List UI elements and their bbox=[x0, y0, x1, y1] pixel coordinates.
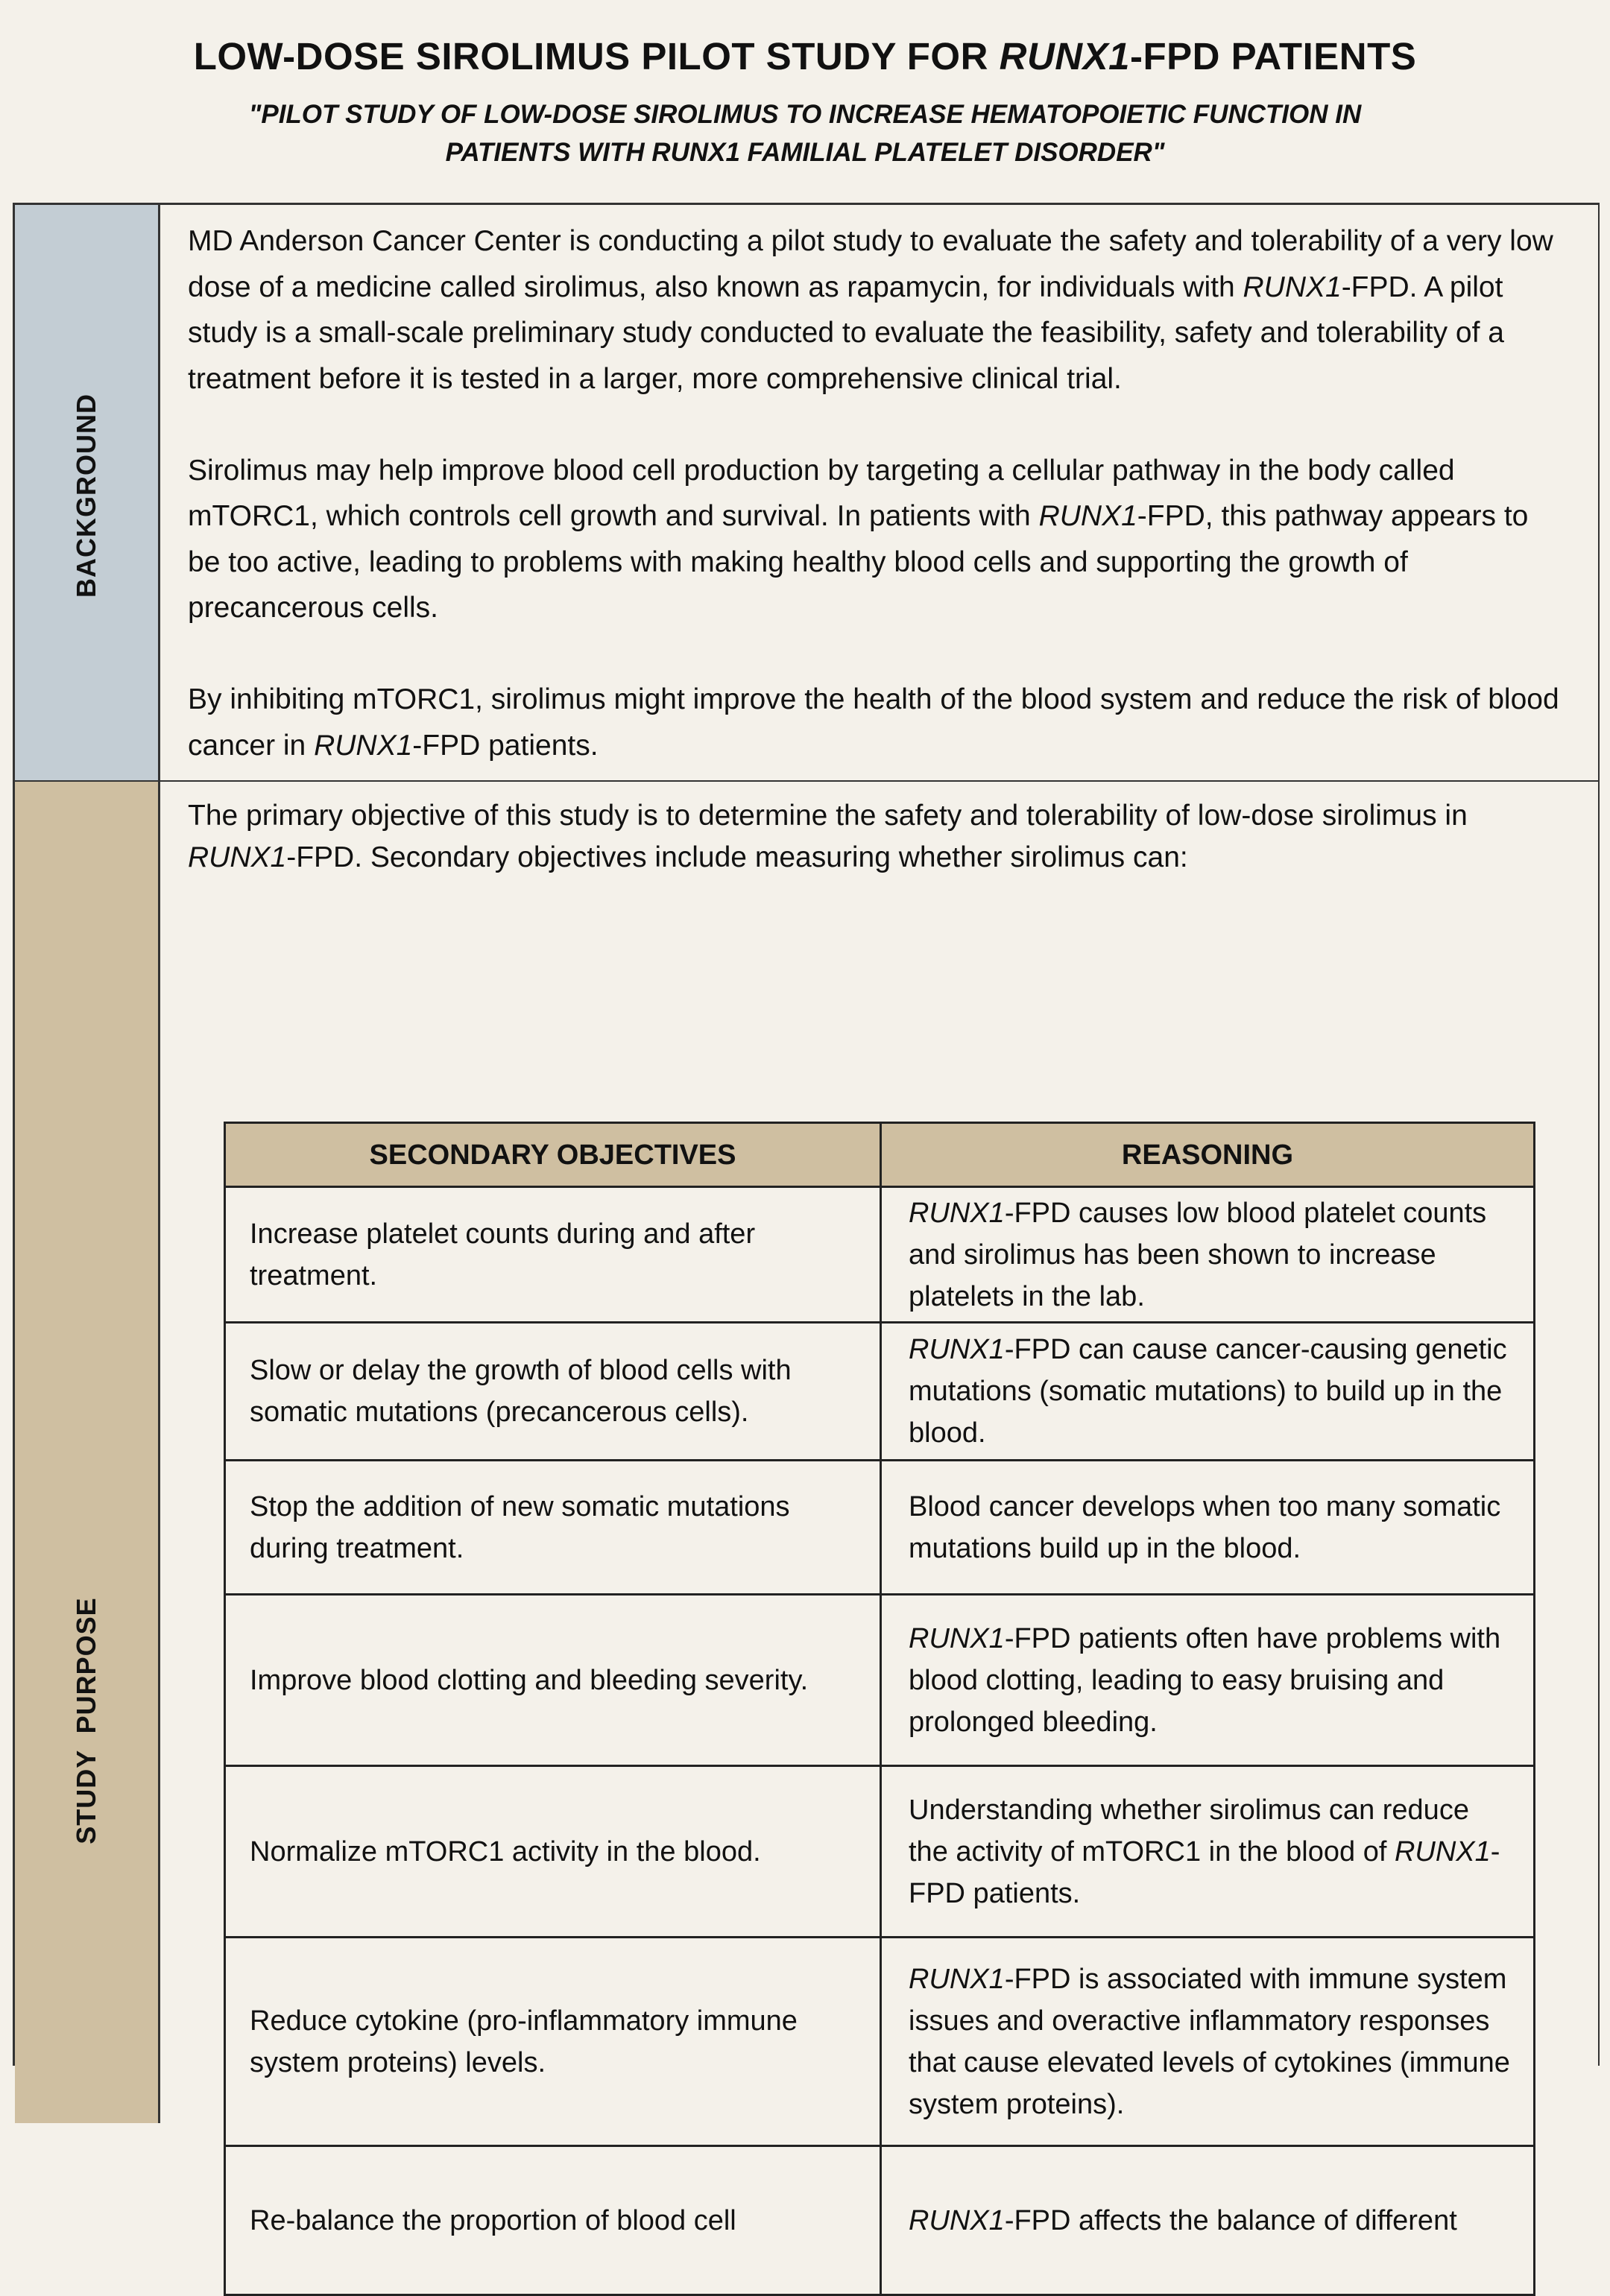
page-subtitle: "PILOT STUDY OF LOW-DOSE SIROLIMUS TO INCREASE HEMATOPOIETIC FUNCTION IN PATIENTS WITH RUNX1 FAMILIAL PLATELET DISORDER" bbox=[248, 100, 1362, 167]
background-label-cell bbox=[15, 205, 160, 780]
gene: RUNX1 bbox=[1243, 271, 1342, 303]
study-purpose-section bbox=[15, 782, 1598, 2236]
table-row bbox=[225, 1938, 1535, 2146]
gene: RUNX1 bbox=[909, 1197, 1005, 1229]
table-row bbox=[225, 1766, 1535, 1938]
purpose-label-cell bbox=[15, 782, 160, 2123]
gene: RUNX1 bbox=[909, 2204, 1005, 2236]
background-paragraph bbox=[188, 448, 1568, 631]
text: -FPD patients. bbox=[412, 729, 599, 762]
text: -FPD, this pathway appears to be too active, leading to problems with making healthy blood cells and supporting the growth of precancerous cells. bbox=[188, 500, 1529, 624]
text: Understanding whether sirolimus can reduce the activity of mTORC1 in the blood of bbox=[909, 1794, 1469, 1868]
objective-cell: Slow or delay the growth of blood cells with somatic mutations (precancerous cells). bbox=[225, 1323, 881, 1461]
reasoning-cell bbox=[881, 1595, 1535, 1766]
reasoning-cell bbox=[881, 1766, 1535, 1938]
background-section bbox=[15, 205, 1598, 782]
purpose-label: STUDY PURPOSE bbox=[71, 1597, 101, 1844]
table-row bbox=[225, 2146, 1535, 2295]
text: -FPD. Secondary objectives include measuring whether sirolimus can: bbox=[286, 841, 1188, 873]
title-gene: RUNX1 bbox=[999, 35, 1130, 78]
gene: RUNX1 bbox=[1394, 1835, 1491, 1868]
objectives-table bbox=[224, 1122, 1535, 2296]
text: MD Anderson Cancer Center is conducting a pilot study to evaluate the safety and tolerability of a very low dose of a medicine called sirolimus, also known as rapamycin, for individuals with bbox=[188, 225, 1553, 303]
reasoning-cell bbox=[881, 1938, 1535, 2146]
header-reasoning: REASONING bbox=[881, 1123, 1535, 1187]
text: -FPD is associated with immune system issues and overactive inflammatory responses that cause elevated levels of cytokines (immune system proteins). bbox=[909, 1963, 1510, 2120]
text: -FPD can cause cancer-causing genetic mutations (somatic mutations) to build up in the blood. bbox=[909, 1334, 1507, 1449]
info-table bbox=[13, 203, 1600, 2236]
objective-cell: Increase platelet counts during and after treatment. bbox=[225, 1187, 881, 1323]
title-text-end: -FPD PATIENTS bbox=[1129, 35, 1417, 78]
header-objectives: SECONDARY OBJECTIVES bbox=[225, 1123, 881, 1187]
title-text: LOW-DOSE SIROLIMUS PILOT STUDY FOR bbox=[193, 35, 1000, 78]
text: By inhibiting mTORC1, sirolimus might improve the health of the blood system and reduce the risk of blood cancer in bbox=[188, 683, 1559, 762]
reasoning-cell bbox=[881, 2146, 1535, 2295]
gene: RUNX1 bbox=[909, 1334, 1005, 1365]
objective-cell: Improve blood clotting and bleeding severity. bbox=[225, 1595, 881, 1766]
text: Blood cancer develops when too many somatic mutations build up in the blood. bbox=[909, 1490, 1501, 1564]
background-label: BACKGROUND bbox=[71, 393, 101, 598]
table-row bbox=[225, 1595, 1535, 1766]
reasoning-cell bbox=[881, 1187, 1535, 1323]
text: -FPD patients. bbox=[909, 1835, 1500, 1909]
objective-cell: Reduce cytokine (pro-inflammatory immune system proteins) levels. bbox=[225, 1938, 881, 2146]
gene: RUNX1 bbox=[909, 1963, 1005, 1995]
text: -FPD patients often have problems with blood clotting, leading to easy bruising and prolonged bleeding. bbox=[909, 1622, 1501, 1738]
background-content bbox=[188, 218, 1568, 815]
purpose-intro bbox=[188, 795, 1568, 879]
text: -FPD affects the balance of different bbox=[1004, 2204, 1457, 2236]
text: The primary objective of this study is to determine the safety and tolerability of low-dose sirolimus in bbox=[188, 800, 1468, 832]
reasoning-cell bbox=[881, 1461, 1535, 1595]
gene: RUNX1 bbox=[909, 1622, 1005, 1654]
background-paragraph bbox=[188, 677, 1568, 768]
page-title bbox=[0, 34, 1610, 78]
purpose-content bbox=[188, 795, 1568, 925]
table-row bbox=[225, 1323, 1535, 1461]
text: Sirolimus may help improve blood cell production by targeting a cellular pathway in the body called mTORC1, which controls cell growth and survival. In patients with bbox=[188, 454, 1455, 532]
text: -FPD causes low blood platelet counts and sirolimus has been shown to increase platelets in the lab. bbox=[909, 1197, 1487, 1312]
objective-cell: Normalize mTORC1 activity in the blood. bbox=[225, 1766, 881, 1938]
gene: RUNX1 bbox=[314, 729, 413, 762]
table-header-row bbox=[225, 1123, 1535, 1187]
reasoning-cell bbox=[881, 1323, 1535, 1461]
gene: RUNX1 bbox=[188, 841, 287, 873]
table-row bbox=[225, 1461, 1535, 1595]
table-row bbox=[225, 1187, 1535, 1323]
objective-cell: Stop the addition of new somatic mutations during treatment. bbox=[225, 1461, 881, 1595]
gene: RUNX1 bbox=[1038, 500, 1137, 532]
objective-cell: Re-balance the proportion of blood cell bbox=[225, 2146, 881, 2295]
background-paragraph bbox=[188, 218, 1568, 402]
text: -FPD. A pilot study is a small-scale preliminary study conducted to evaluate the feasibility, safety and tolerability of a treatment before it is tested in a larger, more comprehensive clinical trial. bbox=[188, 271, 1504, 395]
